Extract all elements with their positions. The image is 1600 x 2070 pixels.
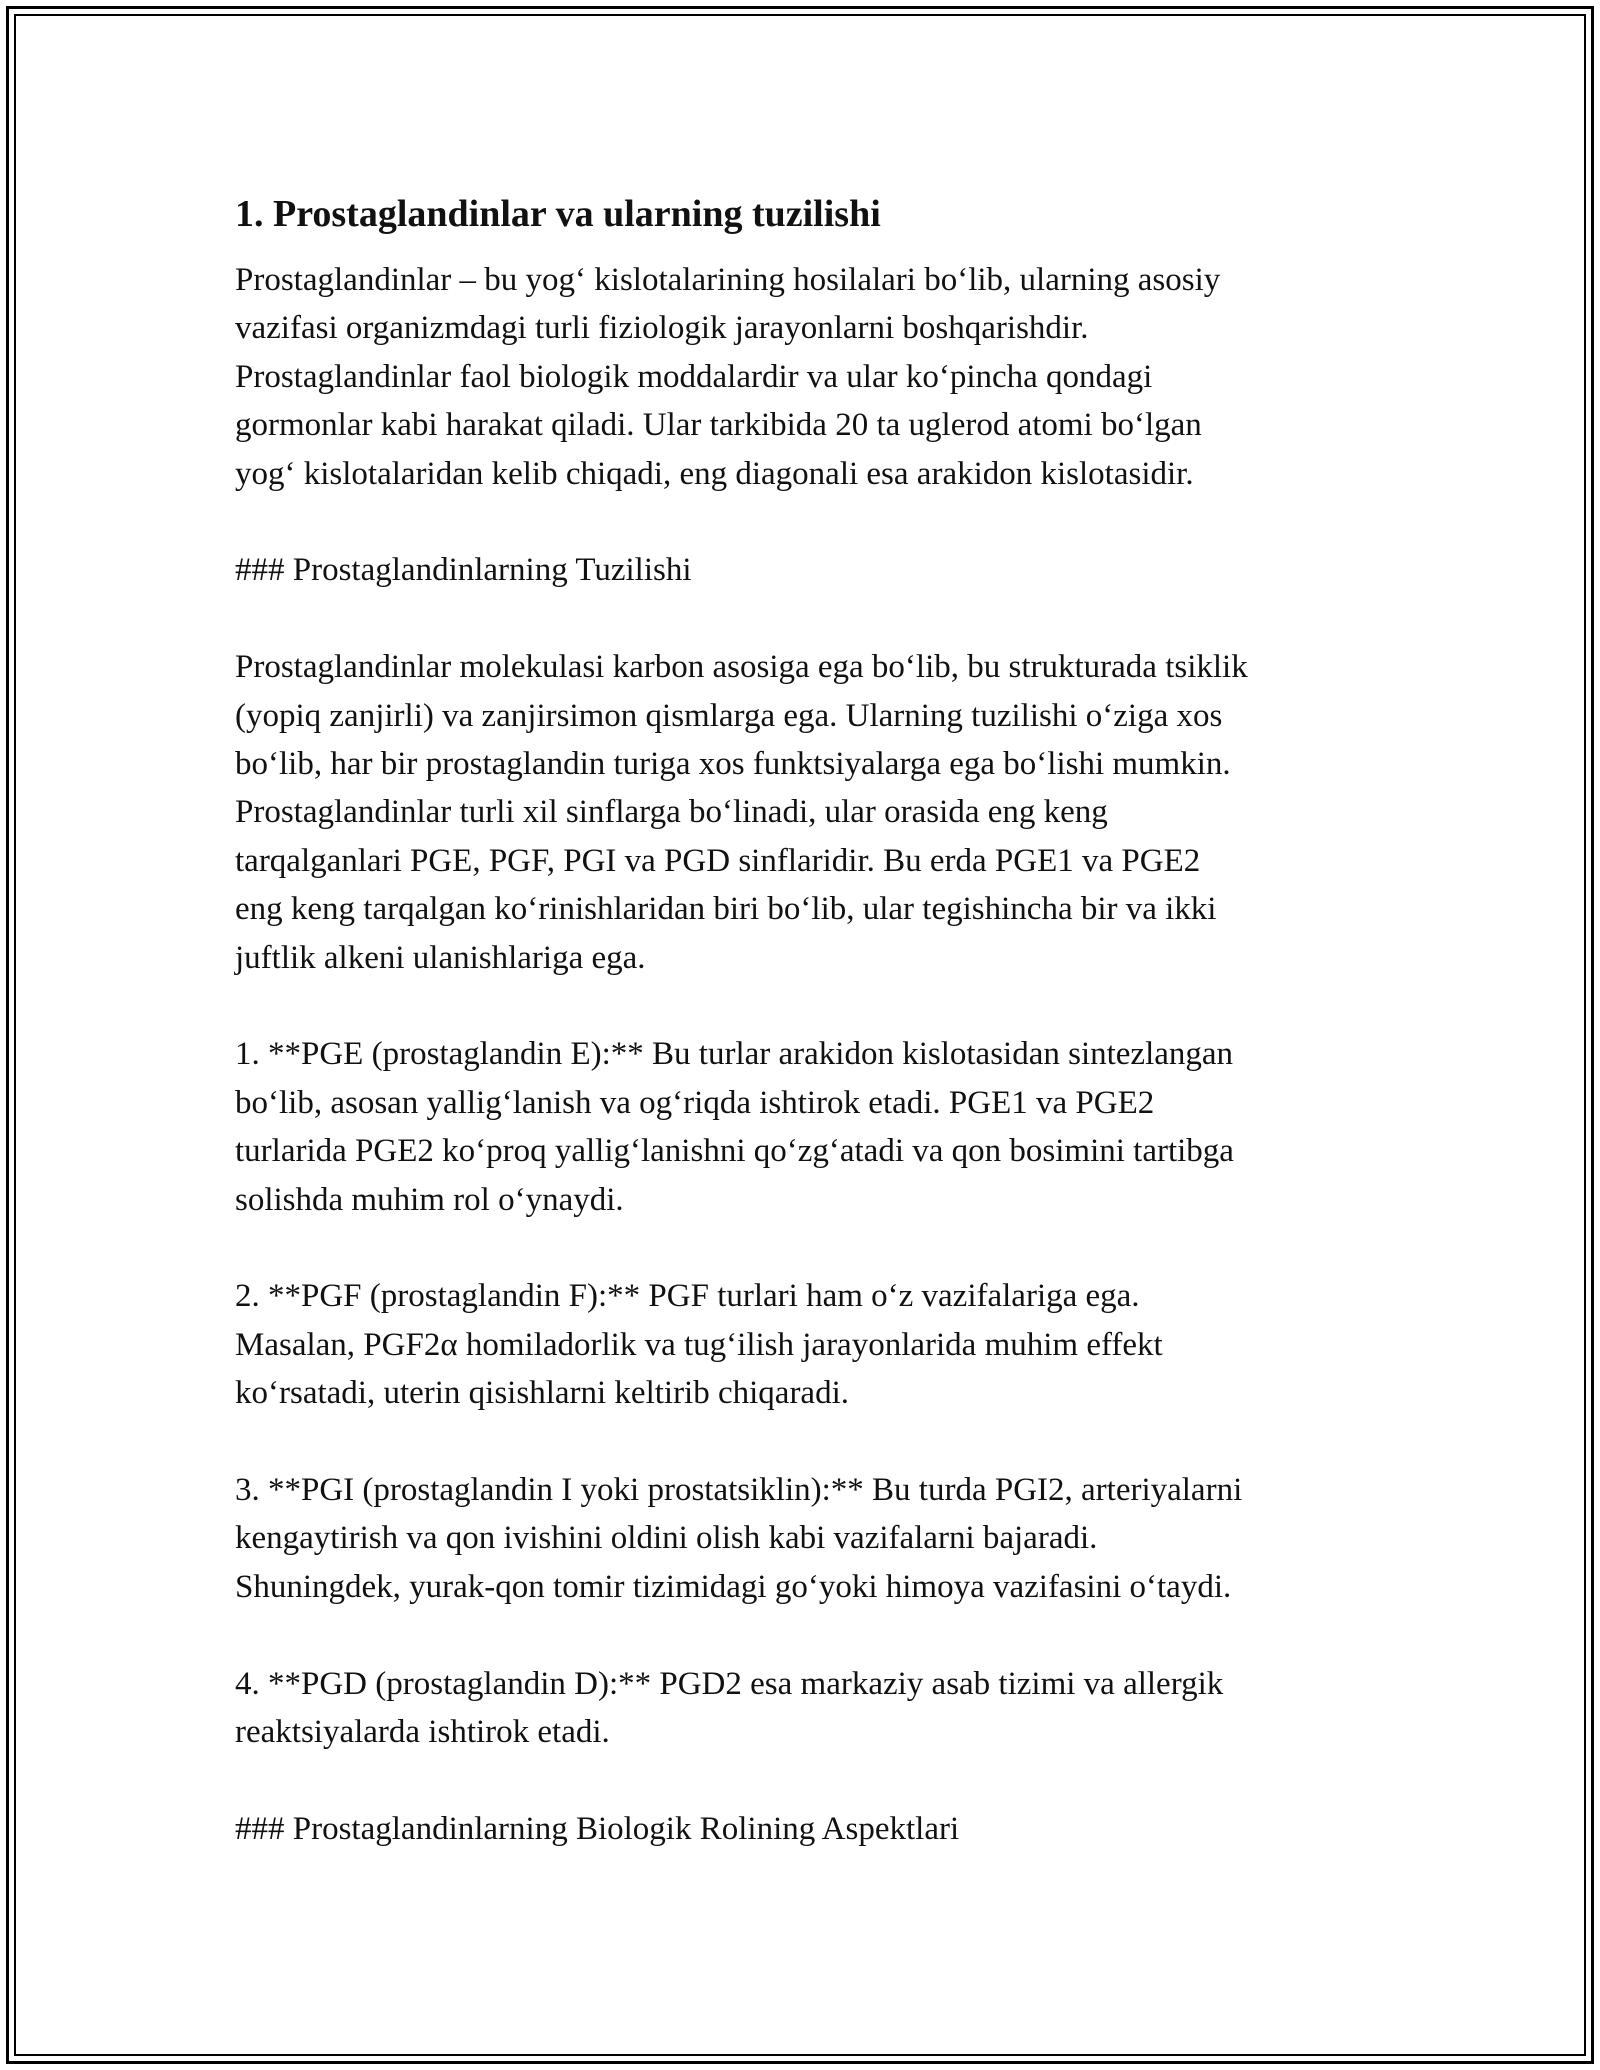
- text-line: (yopiq zanjirli) va zanjirsimon qismlarga ega. Ularning tuzilishi o‘ziga xos: [235, 697, 1223, 734]
- text-line: solishda muhim rol o‘ynaydi.: [235, 1181, 624, 1218]
- text-line: 2. **PGF (prostaglandin F):** PGF turlari ham o‘z vazifalariga ega.: [235, 1278, 1140, 1315]
- text-line: juftlik alkeni ulanishlariga ega.: [235, 939, 646, 976]
- text-line: Prostaglandinlar – bu yog‘ kislotalarining hosilalari bo‘lib, ularning asosiy: [235, 262, 1221, 298]
- text-line: kengaytirish va qon ivishini oldini olish kabi vazifalarni bajaradi.: [235, 1520, 1098, 1557]
- text-line: 4. **PGD (prostaglandin D):** PGD2 esa markaziy asab tizimi va allergik: [235, 1665, 1224, 1702]
- text-line: vazifasi organizmdagi turli fiziologik jarayonlarni boshqarishdir.: [235, 310, 1089, 347]
- document-body: [235, 188, 1375, 1902]
- text-line: Prostaglandinlar faol biologik moddalardir va ular ko‘pincha qondagi: [235, 358, 1153, 395]
- text-line: ### Prostaglandinlarning Tuzilishi: [235, 552, 692, 589]
- section-heading-structure: [235, 546, 1375, 594]
- text-line: Prostaglandinlar turli xil sinflarga bo‘linadi, ular orasida eng keng: [235, 794, 1108, 831]
- text-line: bo‘lib, asosan yallig‘lanish va og‘riqda ishtirok etadi. PGE1 va PGE2: [235, 1084, 1155, 1121]
- text-line: gormonlar kabi harakat qiladi. Ular tarkibida 20 ta uglerod atomi bo‘lgan: [235, 407, 1202, 444]
- text-line: ### Prostaglandinlarning Biologik Rolining Aspektlari: [235, 1810, 960, 1847]
- list-item-pgf: [235, 1272, 1375, 1417]
- list-item-pge: [235, 1030, 1375, 1224]
- document-title: 1. Prostaglandinlar va ularning tuzilishi: [235, 193, 881, 235]
- text-line: Masalan, PGF2α homiladorlik va tug‘ilish jarayonlarida muhim effekt: [235, 1326, 1163, 1363]
- text-line: 1. **PGE (prostaglandin E):** Bu turlar arakidon kislotasidan sintezlangan: [235, 1036, 1234, 1073]
- text-line: reaktsiyalarda ishtirok etadi.: [235, 1714, 610, 1751]
- text-line: tarqalganlari PGE, PGF, PGI va PGD sinflaridir. Bu erda PGE1 va PGE2: [235, 842, 1201, 879]
- list-item-pgd: [235, 1660, 1375, 1757]
- structure-paragraph: [235, 643, 1375, 982]
- text-line: turlarida PGE2 ko‘proq yallig‘lanishni qo‘zg‘atadi va qon bosimini tartibga: [235, 1133, 1234, 1170]
- section-heading-biological-role: [235, 1805, 1375, 1853]
- intro-paragraph: [235, 256, 1375, 498]
- text-line: 3. **PGI (prostaglandin I yoki prostatsiklin):** Bu turda PGI2, arteriyalarni: [235, 1472, 1243, 1509]
- text-line: bo‘lib, har bir prostaglandin turiga xos funktsiyalarga ega bo‘lishi mumkin.: [235, 746, 1231, 783]
- list-item-pgi: [235, 1466, 1375, 1611]
- text-line: Shuningdek, yurak-qon tomir tizimidagi go‘yoki himoya vazifasini o‘taydi.: [235, 1568, 1232, 1605]
- text-line: yog‘ kislotalaridan kelib chiqadi, eng diagonali esa arakidon kislotasidir.: [235, 455, 1194, 492]
- text-line: eng keng tarqalgan ko‘rinishlaridan biri bo‘lib, ular tegishincha bir va ikki: [235, 891, 1217, 928]
- text-line: Prostaglandinlar molekulasi karbon asosiga ega bo‘lib, bu strukturada tsiklik: [235, 649, 1248, 686]
- text-line: ko‘rsatadi, uterin qisishlarni keltirib chiqaradi.: [235, 1375, 849, 1412]
